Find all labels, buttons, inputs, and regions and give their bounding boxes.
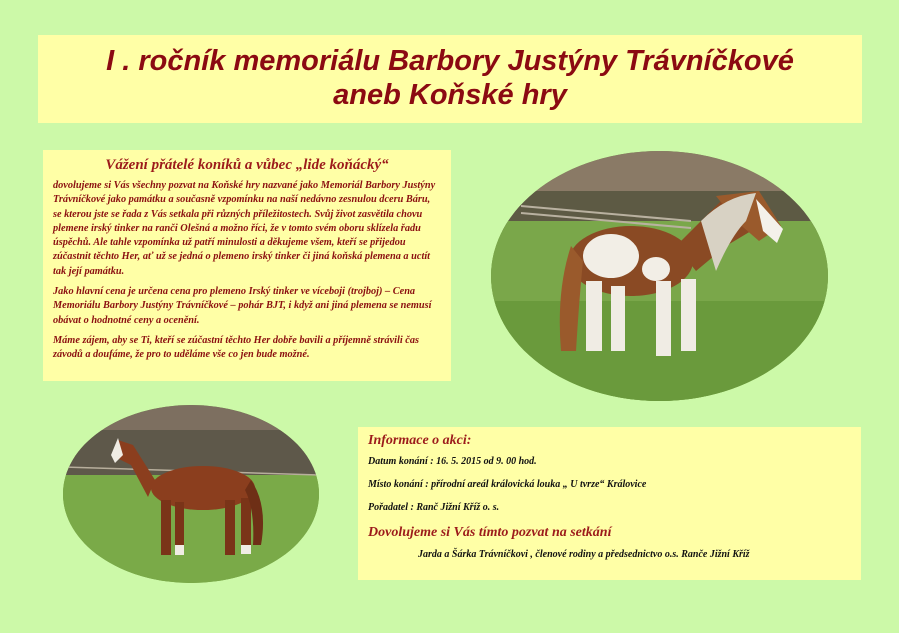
invitation-text-panel xyxy=(43,150,451,381)
greeting: Vážení přátelé koníků a vůbec „lide koňácký“ xyxy=(105,157,389,173)
event-place: Místo konání : přírodní areál královická louka „ U tvrze“ Královice xyxy=(368,479,647,490)
event-organizer: Pořadatel : Ranč Jižní Kříž o. s. xyxy=(368,502,500,513)
chestnut-horse-photo xyxy=(63,405,319,583)
intro-paragraph-1: dovolujeme si Vás všechny pozvat na Koňské hry nazvané jako Memoriál Barbory Justýny Trávníčkové jako památku a současně vzpomínku na naší nedávno zesnulou dceru Báru, se kterou jste se řada z Vás setkala při různých příležitostech. Svůj život zasvětila chovu plemene irský tinker na ranči Olešná a možno říci, že v tomto svém oboru sklízela řadu úspěchů. Ale tahle vzpomínka už patří minulosti a děkujeme všem, kteří se přijedou zúčastnit těchto Her, ať už se jedná o plemeno irský tinker či jiná koňská plemena a uctít tak její památku. xyxy=(53,180,436,277)
tinker-horse-photo xyxy=(491,151,828,401)
event-date: Datum konání : 16. 5. 2015 od 9. 00 hod. xyxy=(368,456,537,467)
title-banner xyxy=(38,35,862,123)
page-title-line1: I . ročník memoriálu Barbory Justýny Trávníčkové xyxy=(106,45,794,77)
intro-paragraph-2: Jako hlavní cena je určena cena pro plemeno Irský tinker ve víceboji (trojboj) – Cena Memoriálu Barbory Justýny Trávníčkové – pohár BJT, i když ani jiná plemena se nemusí obávat o hodnotné ceny a ocenění. xyxy=(53,286,432,326)
signature: Jarda a Šárka Trávníčkovi , členové rodiny a předsednictvo o.s. Ranče Jižní Kříž xyxy=(418,549,750,560)
intro-paragraph-3: Máme zájem, aby se Ti, kteří se zúčastní těchto Her dobře bavili a příjemně strávili čas závodů a doufáme, že pro to uděláme vše co jen bude možné. xyxy=(53,334,419,361)
invite-line: Dovolujeme si Vás tímto pozvat na setkání xyxy=(368,525,612,540)
info-heading: Informace o akci: xyxy=(368,433,472,448)
page-title-line2: aneb Koňské hry xyxy=(333,79,567,111)
event-info-panel xyxy=(358,427,861,580)
